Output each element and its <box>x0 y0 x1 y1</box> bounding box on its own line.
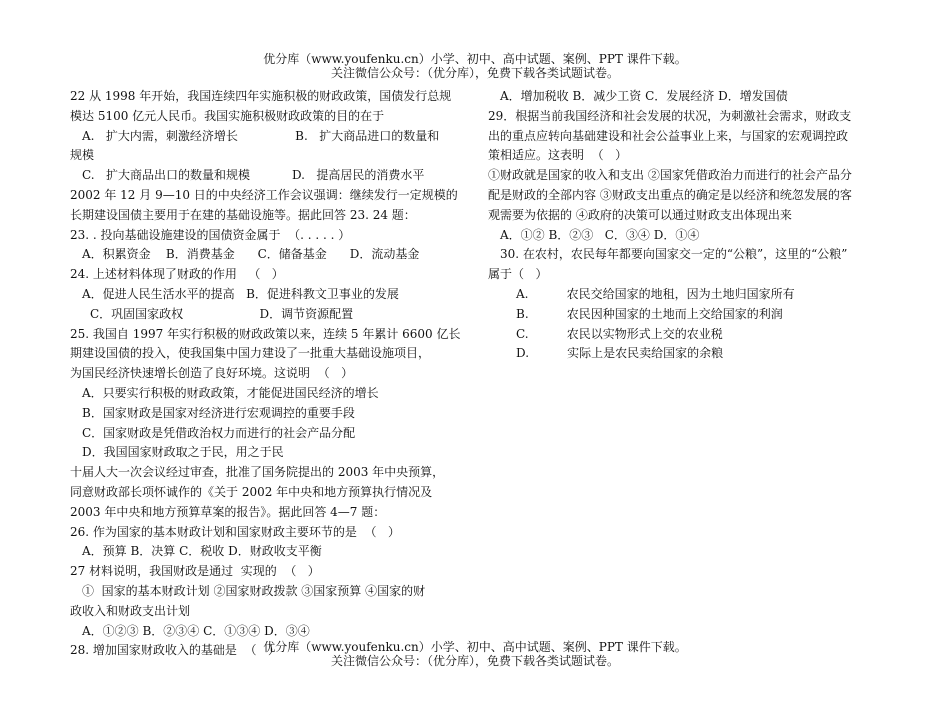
text-line: 期建设国债的投入，使我国集中国力建设了一批重大基础设施项目， <box>70 346 431 361</box>
option-line: C. 扩大商品出口的数量和规模 D. 提高居民的消费水平 <box>82 168 425 183</box>
option-line: A．促进人民生活水平的提高 B．促进科教文卫事业的发展 <box>82 286 399 301</box>
text-line: 同意财政部长项怀诚作的《关于 2002 年中央和地方预算执行情况及 <box>70 484 433 499</box>
text-line: 23. . 投向基础设施建设的国债资金属于 （. . . . . ） <box>70 227 351 242</box>
option-line: C．国家财政是凭借政治权力而进行的社会产品分配 <box>82 425 356 440</box>
text-line: ①财政就是国家的收入和支出 ②国家凭借政治力而进行的社会产品分 <box>488 168 852 183</box>
text-line: 政收入和财政支出计划 <box>70 603 191 618</box>
left-column <box>70 87 470 661</box>
text-line: 25. 我国自 1997 年实行积极的财政政策以来，连续 5 年累计 6600 亿长 <box>70 326 461 341</box>
option-line: A．增加税收 B．减少工资 C．发展经济 D．增发国债 <box>500 89 788 103</box>
option-line: A. 农民交给国家的地租，因为土地归国家所有 <box>516 286 795 301</box>
text-line: 策相适应。这表明 （ ） <box>488 148 628 163</box>
text-line: 27 材料说明，我国财政是通过 实现的 （ ） <box>70 564 320 579</box>
option-line: A．①② B．②③ C．③④ D．①④ <box>500 227 700 242</box>
text-line: ① 国家的基本财政计划 ②国家财政拨款 ③国家预算 ④国家的财 <box>82 583 426 598</box>
option-line: C．巩固国家政权 D．调节资源配置 <box>90 306 354 321</box>
text-line: 十届人大一次会议经过审查，批准了国务院提出的 2003 年中央预算， <box>70 465 445 480</box>
page-footer <box>0 640 950 668</box>
option-line: B．国家财政是国家对经济进行宏观调控的重要手段 <box>82 405 355 420</box>
text-line: 规模 <box>70 148 95 163</box>
text-line: 24. 上述材料体现了财政的作用 （ ） <box>70 267 284 282</box>
text-line: 出的重点应转向基础建设和社会公益事业上来，与国家的宏观调控政 <box>488 128 849 143</box>
text-line: 长期建设国债主要用于在建的基础设施等。据此回答 23. 24 题： <box>70 207 416 222</box>
header-line-1: 优分库（www.youfenku.cn）小学、初中、高中试题、案例、PPT 课件下载。 <box>263 52 687 66</box>
text-line: 属于（ ） <box>488 267 548 282</box>
option-line: D．我国国家财政取之于民，用之于民 <box>82 445 284 460</box>
text-line: 观需要为依据的 ④政府的决策可以通过财政支出体现出来 <box>488 207 792 222</box>
option-line: C. 农民以实物形式上交的农业税 <box>516 326 723 341</box>
text-line: 配是财政的全部内容 ③财政支出重点的确定是以经济和统忽发展的客 <box>488 187 852 202</box>
header-line-2: 关注微信公众号：（优分库），免费下载各类试题试卷。 <box>330 66 619 80</box>
option-line: A．①②③ B．②③④ C．①③④ D．③④ <box>82 623 310 638</box>
text-line: 2002 年 12 月 9—10 日的中央经济工作会议强调：继续发行一定规模的 <box>70 187 458 202</box>
footer-line-2: 关注微信公众号：（优分库），免费下载各类试题试卷。 <box>330 654 619 668</box>
right-column <box>488 87 888 364</box>
option-line: A. 扩大内需，刺激经济增长 B. 扩大商品进口的数量和 <box>82 128 440 143</box>
option-line: A．积累资金 B．消费基金 C．储备基金 D．流动基金 <box>82 247 420 262</box>
option-line: A．只要实行积极的财政政策，才能促进国民经济的增长 <box>82 385 379 400</box>
text-line: 模达 5100 亿元人民币。我国实施积极财政政策的目的在于 <box>70 108 385 123</box>
footer-line-1: 优分库（www.youfenku.cn）小学、初中、高中试题、案例、PPT 课件下载。 <box>263 640 687 654</box>
text-line: 26. 作为国家的基本财政计划和国家财政主要环节的是 （ ） <box>70 524 400 539</box>
text-line: 2003 年中央和地方预算草案的报告》。据此回答 4—7 题： <box>70 504 386 519</box>
text-line: 30. 在农村，农民每年都要向国家交一定的“公粮”，这里的“公粮” <box>500 247 848 262</box>
text-line: 为国民经济快速增长创造了良好环境。这说明 （ ） <box>70 366 354 381</box>
option-line: A．预算 B．决算 C．税收 D．财政收支平衡 <box>82 544 322 559</box>
option-line: D. 实际上是农民卖给国家的余粮 <box>516 346 724 361</box>
page-header <box>0 52 950 80</box>
text-line: 28. 增加国家财政收入的基础是 （ ） <box>70 643 280 658</box>
text-line: 29．根据当前我国经济和社会发展的状况，为刺激社会需求，财政支 <box>488 108 852 123</box>
text-line: 22 从 1998 年开始，我国连续四年实施积极的财政政策，国债发行总规 <box>70 89 452 103</box>
option-line: B. 农民因种国家的土地而上交给国家的利润 <box>516 306 783 321</box>
